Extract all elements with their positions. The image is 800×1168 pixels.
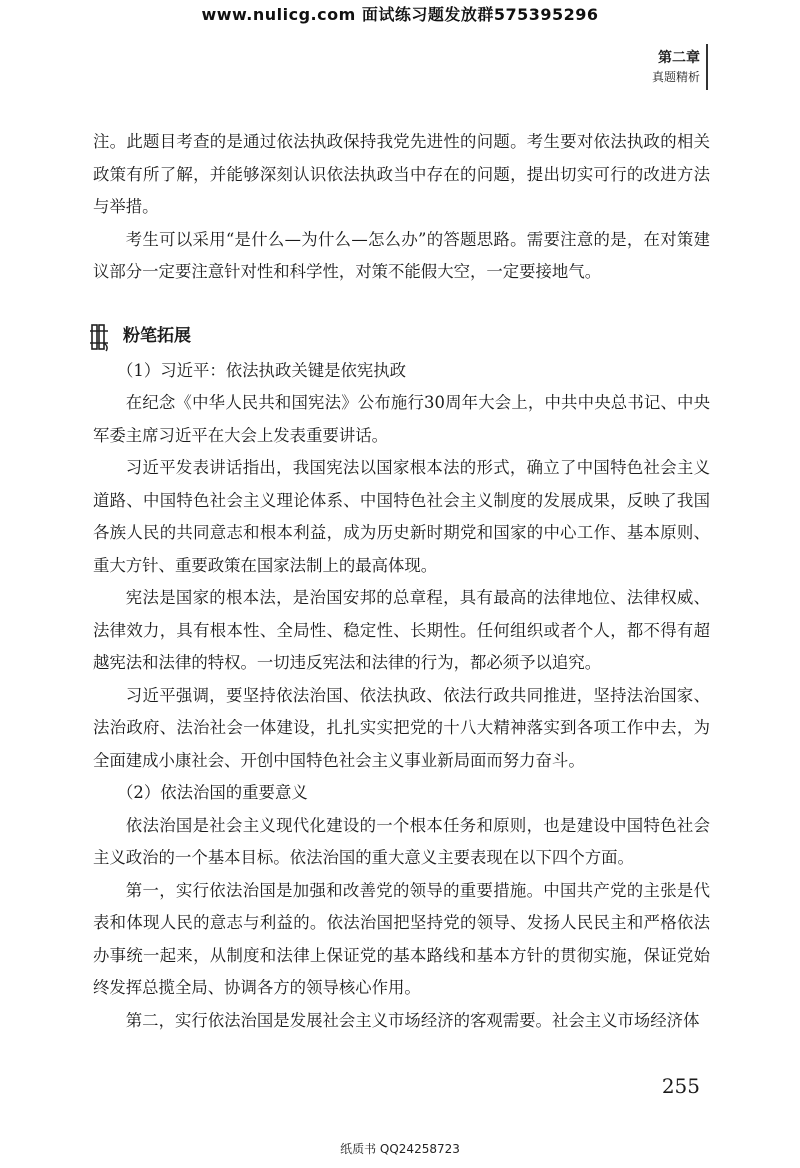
paragraph: 依法治国是社会主义现代化建设的一个根本任务和原则，也是建设中国特色社会主义政治的一个基本目标。依法治国的重大意义主要表现在以下四个方面。 xyxy=(93,815,710,867)
footer-note: 纸质书 QQ24258723 xyxy=(340,1142,460,1156)
paragraph: 在纪念《中华人民共和国宪法》公布施行30周年大会上，中共中央总书记、中央军委主席习近平在大会上发表重要讲话。 xyxy=(93,393,710,445)
paragraph: 宪法是国家的根本法，是治国安邦的总章程，具有最高的法律地位、法律权威、法律效力，具有根本性、全局性、稳定性、长期性。任何组织或者个人，都不得有超越宪法和法律的特权。一切违反宪法和法律的行为，都必须予以追究。 xyxy=(93,588,710,672)
chapter-header xyxy=(652,48,700,86)
bamboo-slip-icon xyxy=(89,322,111,352)
chapter-title: 第二章 xyxy=(658,50,700,66)
paragraph: 习近平发表讲话指出，我国宪法以国家根本法的形式，确立了中国特色社会主义道路、中国特色社会主义理论体系、中国特色社会主义制度的发展成果，反映了我国各族人民的共同意志和根本利益，成为历史新时期党和国家的中心工作、基本原则、重大方针、重要政策在国家法制上的最高体现。 xyxy=(93,458,710,575)
subsection-title: （1）习近平：依法执政关键是依宪执政 xyxy=(117,360,407,380)
section-title: 粉笔拓展 xyxy=(123,326,191,347)
top-banner: www.nulicg.com 面试练习题发放群575395296 xyxy=(201,5,599,24)
section-heading xyxy=(93,319,710,355)
subsection-title: （2）依法治国的重要意义 xyxy=(117,783,308,802)
chapter-subtitle: 真题精析 xyxy=(651,70,700,84)
chapter-divider xyxy=(706,44,708,90)
page-number: 255 xyxy=(661,1074,700,1098)
paragraph: 考生可以采用“是什么—为什么—怎么办”的答题思路。需要注意的是，在对策建议部分一定要注意针对性和科学性，对策不能假大空，一定要接地气。 xyxy=(93,229,710,281)
paragraph: 习近平强调，要坚持依法治国、依法执政、依法行政共同推进，坚持法治国家、法治政府、法治社会一体建设，扎扎实实把党的十八大精神落实到各项工作中去，为全面建成小康社会、开创中国特色社会主义事业新局面而努力奋斗。 xyxy=(93,685,710,770)
paragraph: 第一，实行依法治国是加强和改善党的领导的重要措施。中国共产党的主张是代表和体现人民的意志与利益的。依法治国把坚持党的领导、发扬人民民主和严格依法办事统一起来，从制度和法律上保证党的基本路线和基本方针的贯彻实施，保证党始终发挥总揽全局、协调各方的领导核心作用。 xyxy=(93,880,710,997)
paragraph: 注。此题目考查的是通过依法执政保持我党先进性的问题。考生要对依法执政的相关政策有所了解，并能够深刻认识依法执政当中存在的问题，提出切实可行的改进方法与举措。 xyxy=(93,132,710,216)
page-body xyxy=(93,126,710,1037)
paragraph: 第二，实行依法治国是发展社会主义市场经济的客观需要。社会主义市场经济体 xyxy=(125,1010,700,1030)
